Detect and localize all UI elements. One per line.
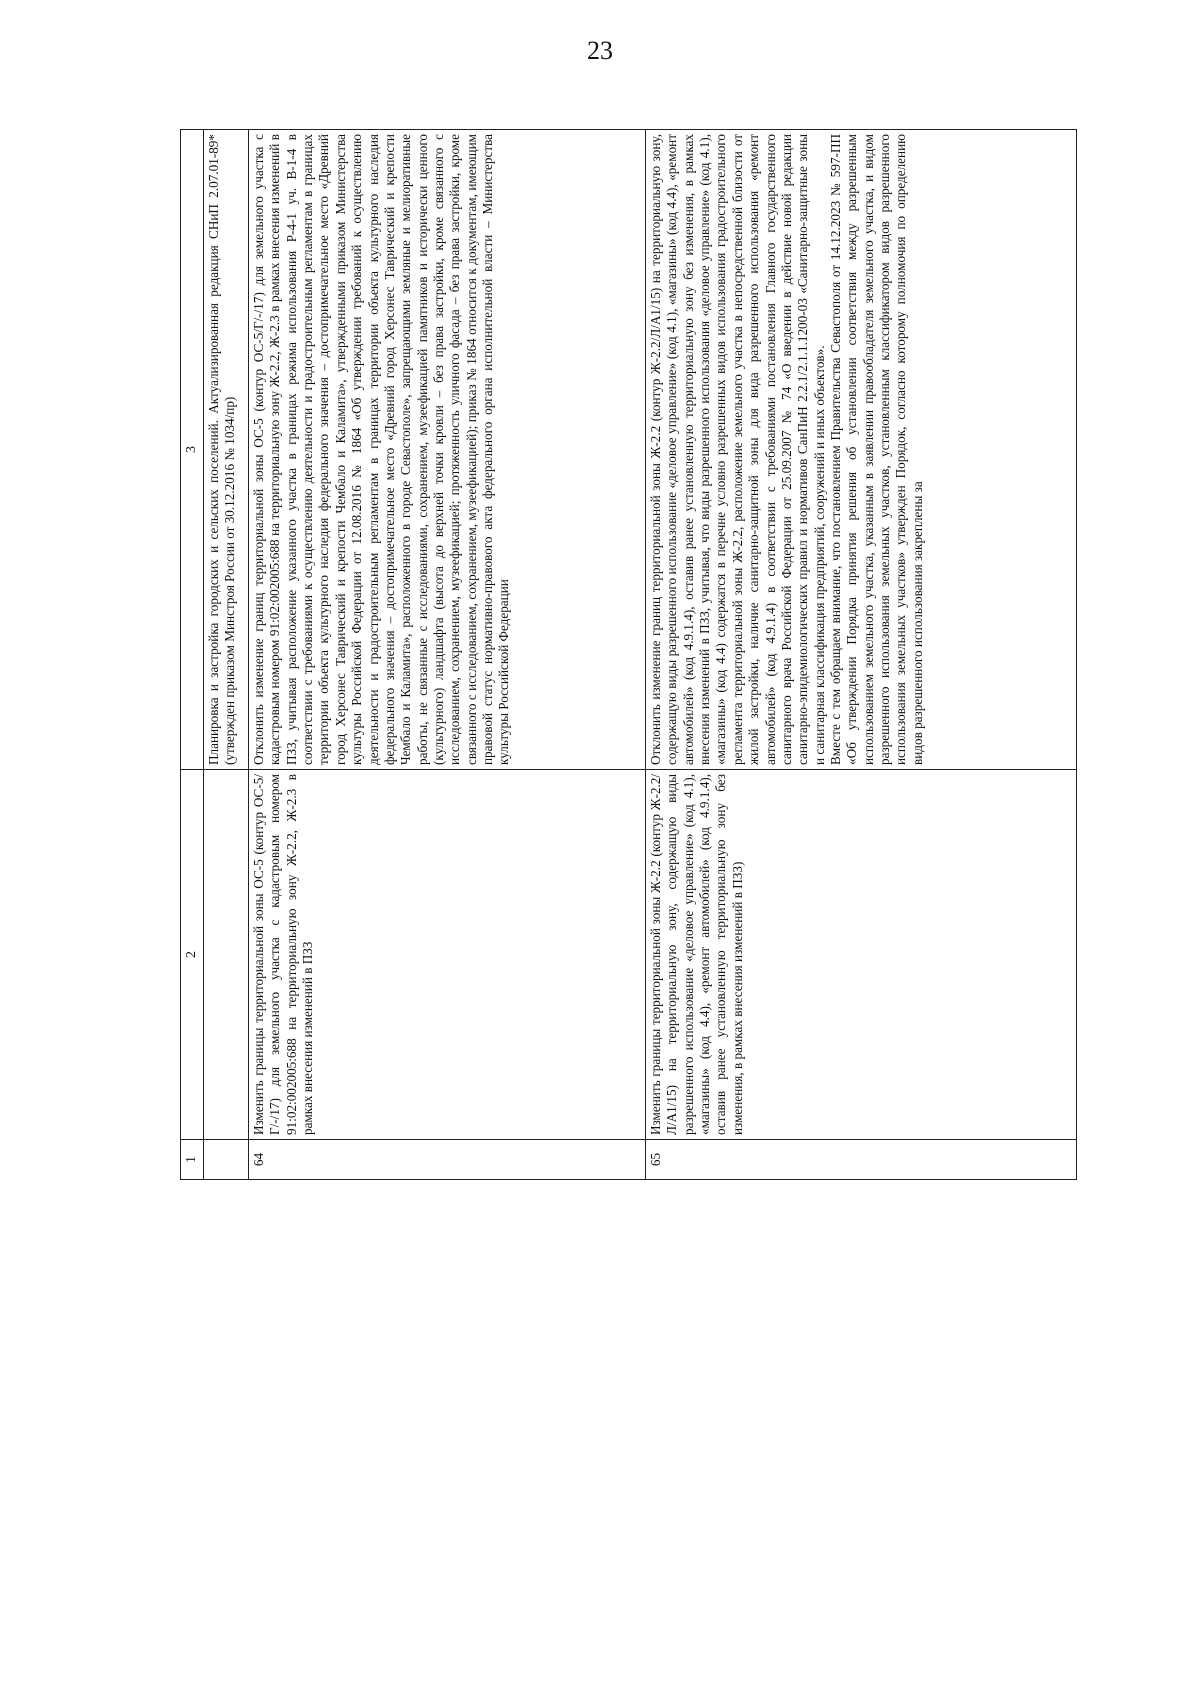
table-row: [249, 130, 646, 1180]
row-number-cell: 65: [646, 1140, 1077, 1180]
decisions-table: [180, 129, 1077, 1180]
decision-paragraph: Отклонить изменение границ территориальной зоны Ж-2.2 (контур Ж-2.2/Л/А1/15) на территориальную зону, содержащую виды разрешенного использование «деловое управление» (код 4.1), «магазины» (код 4.4), «ремонт автомобилей» (код 4.9.1.4), оставив ранее установленную территориальную зону без изменения, в рамках внесения изменений в ПЗЗ, учитывая, что виды разрешенного использования «деловое управление» (код 4.1), «магазины» (код 4.4) содержатся в перечне условно разрешенных видов использования градостроительного регламента территориальной зоны Ж-2.2, расположение земельного участка в непосредственной близости от жилой застройки, наличие санитарно-защитной зоны для вида разрешенного использования «ремонт автомобилей» (код 4.9.1.4) в соответствии с требованиями постановления Главного государственного санитарного врача Российской Федерации от 25.09.2007 № 74 «О введении в действие новой редакции санитарно-эпидемиологических правил и нормативов СанПиН 2.2.1/2.1.1.1200-03 «Санитарно-защитные зоны и санитарная классификация предприятий, сооружений и иных объектов».: [648, 134, 827, 765]
decision-paragraph: Отклонить изменение границ территориальной зоны ОС-5 (контур ОС-5/Г/-/17) для земельного участка с кадастровым номером 91:02:002005:688 на территориальную зону Ж-2.2, Ж-2.3 в рамках внесения изменений в ПЗЗ, учитывая расположение указанного участка в границах режима использования Р-4-1 уч. В-1-4 в соответствии с требованиями к осуществлению деятельности и градостроительным регламентам в границах территории объекта культурного наследия федерального значения – достопримечательное место «Древний город Херсонес Таврический и крепости Чембало и Каламита», утвержденными приказом Министерства культуры Российской Федерации от 12.08.2016 № 1864 «Об утверждении требований к осуществлению деятельности и градостроительным регламентам в границах территории объекта культурного наследия федерального значения – достопримечательное место «Древний город Херсонес Таврический и крепости Чембало и Каламита», расположенного в городе Севастополе», запрещающими земляные и мелиоративные работы, не связанные с исследованиями, сохранением, музеефикацией памятников и исторически ценного (культурного) ландшафта (высота до верхней точки кровли – без права застройки, кроме связанного с исследованием, сохранением, музеефикацией; протяженность уличного фасада – без права застройки, кроме связанного с исследованием, сохранением, музеефикацией); приказ № 1864 относится к документам, имеющим правовой статус нормативно-правового акта федерального органа исполнительной власти – Министерства культуры Российской Федерации: [251, 134, 512, 765]
continuation-cell: Планировка и застройка городских и сельских поселений. Актуализированная редакция СНиП 2.07.01-89* (утвержден приказом Минстроя России от 30.12.2016 № 1034/пр): [204, 130, 249, 770]
row-number-cell: [204, 1140, 249, 1180]
row-number-cell: 64: [249, 1140, 646, 1180]
table-header-row: [181, 130, 204, 1180]
proposal-cell: [204, 770, 249, 1140]
proposal-cell: Изменить границы территориальной зоны Ж-2.2 (контур Ж-2.2/Л/А1/15) на территориальную зону, содержащую виды разрешенного использование «деловое управление» (код 4.1), «магазины» (код 4.4), «ремонт автомобилей» (код 4.9.1.4), оставив ранее установленную территориальную зону без изменения, в рамках внесения изменений в ПЗЗ): [646, 770, 1077, 1140]
column-header-3: 3: [181, 130, 204, 770]
column-header-2: 2: [181, 770, 204, 1140]
page-number: 23: [587, 36, 613, 65]
table-row-continuation: [204, 130, 249, 1180]
decision-cell: [646, 130, 1077, 770]
proposal-cell: Изменить границы территориальной зоны ОС-5 (контур ОС-5/Г/-/17) для земельного участка с кадастровым номером 91:02:002005:688 на территориальную зону Ж-2.2, Ж-2.3 в рамках внесения изменений в ПЗЗ: [249, 770, 646, 1140]
decision-cell: [249, 130, 646, 770]
rotated-table-container: [180, 130, 1060, 1180]
decision-paragraph: Вместе с тем обращаем внимание, что постановлением Правительства Севастополя от 14.12.2023 № 597-ПП «Об утверждении Порядка принятия решения об установлении соответствия между разрешенным использованием земельного участка, указанным в заявлении правообладателя земельного участка, и видом разрешенного использования земельных участков, установленным классификатором видов разрешенного использования земельных участков» утвержден Порядок, согласно которому полномочия по определению видов разрешенного использования закреплены за: [827, 134, 925, 765]
table-row: [646, 130, 1077, 1180]
column-header-1: 1: [181, 1140, 204, 1180]
